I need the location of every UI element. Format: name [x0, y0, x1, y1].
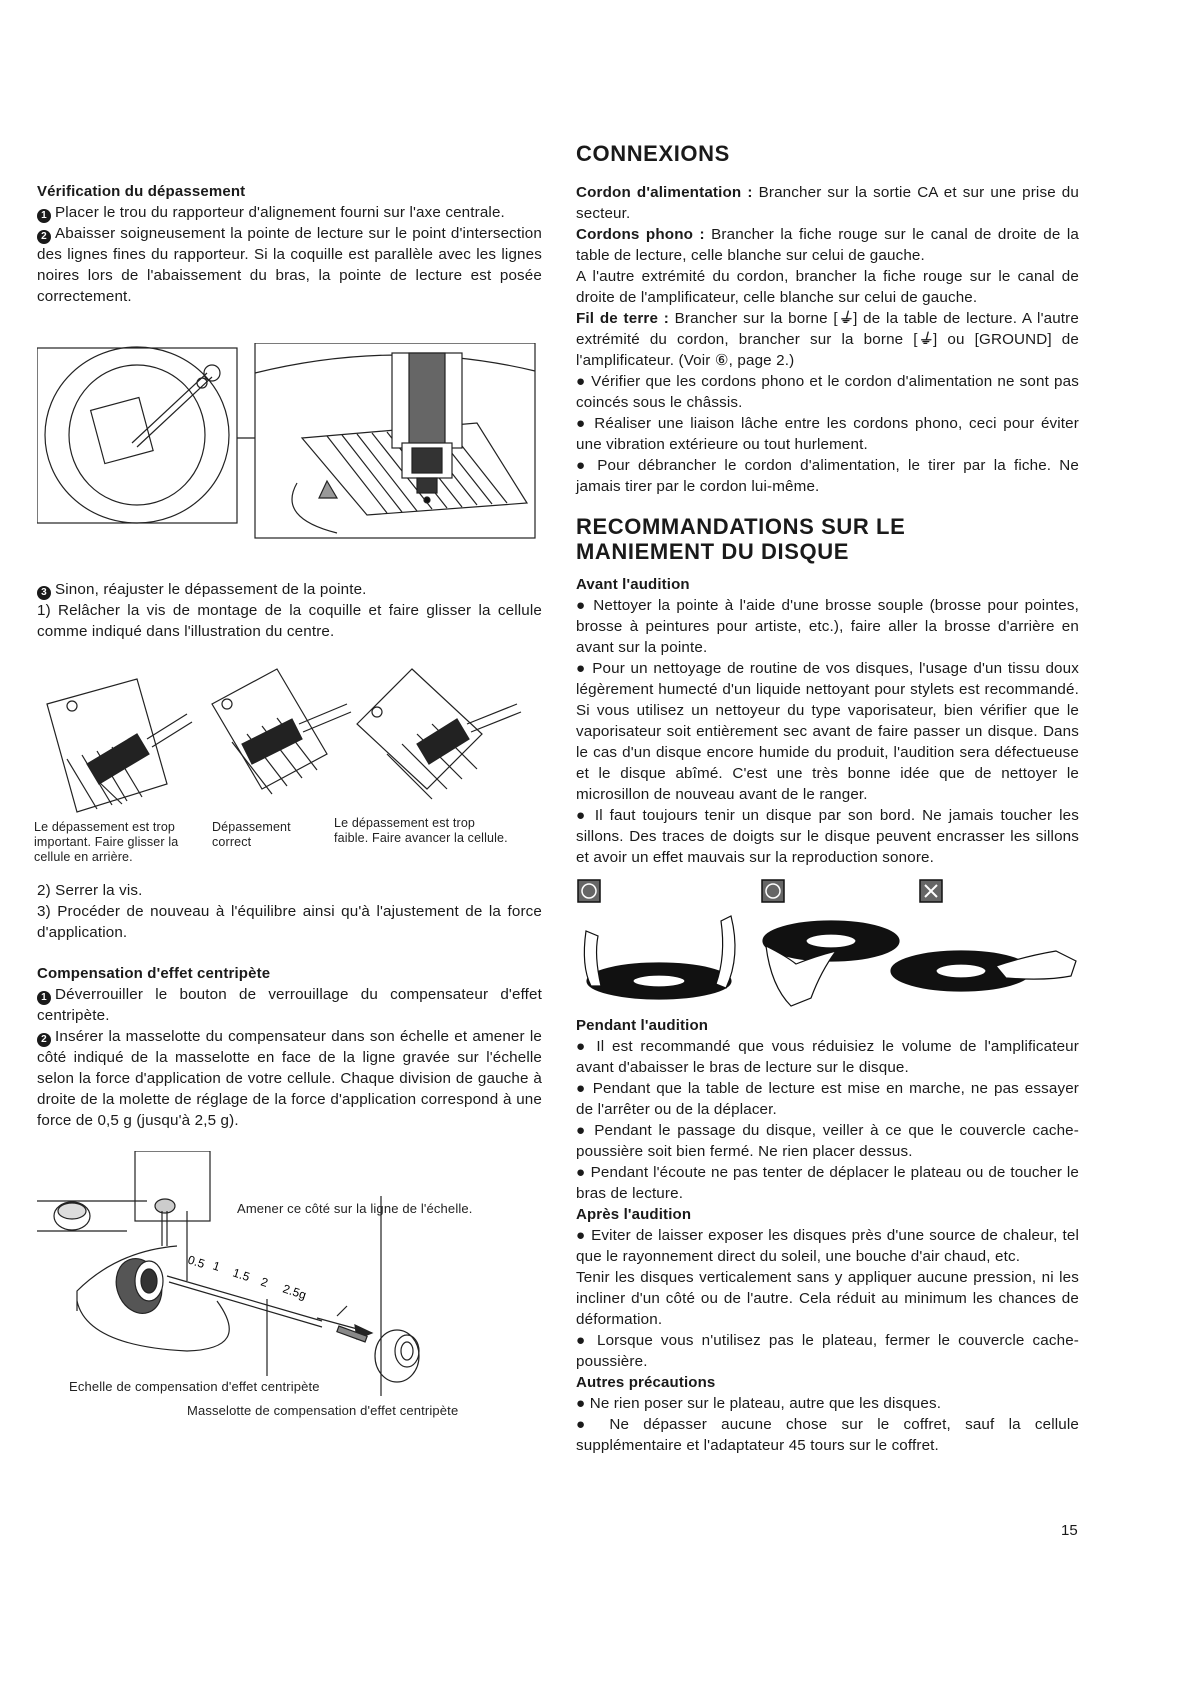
title-connexions: CONNEXIONS: [576, 141, 730, 166]
cartridge-positions-figure: [37, 664, 542, 814]
overhang-step-3-3: 3) Procéder de nouveau à l'équilibre ainsi qu'à l'ajustement de la force d'application.: [37, 903, 542, 941]
step-number-2: 2: [37, 1033, 51, 1047]
compensation-step-2: 2 Insérer la masselotte du compensateur dans son échelle et amener le côté indiqué de la masselotte en face de la ligne gravée sur l'échelle selon la force d'application de votre cellule. Chaque division de gauche à droite de la molette de réglage de la force d'application correspond à une force de 0,5 g (jusqu'à 2,5 g).: [37, 1028, 542, 1129]
overhang-step-3-1: 1) Relâcher la vis de montage de la coquille et faire glisser la cellule comme indiqué dans l'illustration du centre.: [37, 602, 542, 640]
position-correct-drawing: [212, 669, 351, 794]
turntable-overview-drawing: [37, 347, 255, 523]
heading-apres-audition: Après l'audition: [576, 1206, 692, 1223]
overhang-step-3: 3 Sinon, réajuster le dépassement de la pointe.: [37, 579, 542, 600]
ground-symbol-icon: ⏚: [917, 331, 934, 348]
apres-bullet: ● Lorsque vous n'utilisez pas le plateau, fermer le couvercle cache-poussière.: [576, 1332, 1079, 1370]
heading-pendant-audition: Pendant l'audition: [576, 1017, 709, 1034]
record-held-flat-drawing: [763, 921, 899, 1006]
page-number: 15: [1061, 1522, 1078, 1539]
avant-bullet: ● Nettoyer la pointe à l'aide d'une brosse souple (brosse pour pointes, brosse à peintures pour artiste, etc.), faire aller la brosse d'arrière en avant sur la pointe.: [576, 597, 1079, 656]
cordons-phono-paragraph-2: A l'autre extrémité du cordon, brancher la fiche rouge sur le canal de droite de l'amplificateur, celle blanche sur celui de gauche.: [576, 268, 1079, 306]
step-number-3: 3: [37, 586, 51, 600]
record-touched-grooves-drawing: [891, 951, 1076, 991]
step-number-1: 1: [37, 209, 51, 223]
right-column: [576, 141, 1079, 1456]
verification-step-1: 1 Placer le trou du rapporteur d'alignement fourni sur l'axe centrale.: [37, 202, 542, 223]
caption-too-far: Le dépassement est trop important. Faire glisser la cellule en arrière.: [34, 820, 179, 864]
scale-mark-1: 1: [211, 1258, 222, 1274]
position-too-short-drawing: [357, 669, 521, 799]
ground-symbol-icon: ⏚: [837, 310, 854, 327]
compensation-step-1: 1 Déverrouiller le bouton de verrouillage du compensateur d'effet centripète.: [37, 986, 542, 1024]
record-handling-figure: [576, 876, 1079, 1011]
caption-correct: Dépassement correct: [212, 820, 291, 849]
connexions-bullet: ● Pour débrancher le cordon d'alimentation, le tirer par la fiche. Ne jamais tirer par le cordon lui-même.: [576, 457, 1079, 495]
heading-compensation: Compensation d'effet centripète: [37, 965, 271, 982]
caption-too-short: Le dépassement est trop faible. Faire avancer la cellule.: [334, 816, 508, 845]
heading-avant-audition: Avant l'audition: [576, 576, 690, 593]
left-column: [34, 181, 542, 1431]
phono-label: Cordons phono :: [576, 226, 705, 243]
label-align-side: Amener ce côté sur la ligne de l'échelle.: [237, 1201, 473, 1216]
label-compensation-scale: Echelle de compensation d'effet centripète: [69, 1379, 320, 1394]
apres-paragraph: Tenir les disques verticalement sans y appliquer aucune pression, ni les incliner d'un côté ou de l'autre. Cela réduit au minimum les chances de déformation.: [576, 1269, 1079, 1328]
label-compensation-weight: Masselotte de compensation d'effet centripète: [187, 1403, 459, 1418]
headshell-closeup-drawing: [255, 343, 535, 538]
ok-symbol-icon-2: [762, 880, 784, 902]
verification-step-2: 2 Abaisser soigneusement la pointe de lecture sur le point d'intersection des lignes fines du rapporteur. Si la coquille est parallèle avec les lignes noires lors de l'abaissement du bras, la pointe de lecture est posée correctement.: [37, 225, 542, 305]
pendant-bullet: ● Il est recommandé que vous réduisiez le volume de l'amplificateur avant d'abaisser le bras de lecture sur le disque.: [576, 1038, 1079, 1076]
scale-mark-05: 0.5: [186, 1252, 207, 1272]
autres-bullet: ● Ne rien poser sur le plateau, autre que les disques.: [576, 1395, 942, 1412]
pendant-bullet: ● Pendant l'écoute ne pas tenter de déplacer le plateau ou de toucher le bras de lecture.: [576, 1164, 1079, 1202]
step-number-2: 2: [37, 230, 51, 244]
position-too-far-drawing: [47, 679, 192, 812]
anti-skating-figure: [37, 1151, 542, 1431]
protractor-alignment-figure: [37, 343, 542, 543]
ng-symbol-icon: [920, 880, 942, 902]
connexions-bullet: ● Vérifier que les cordons phono et le cordon d'alimentation ne sont pas coincés sous le châssis.: [576, 373, 1079, 411]
overhang-step-3-2: 2) Serrer la vis.: [37, 882, 143, 899]
pendant-bullet: ● Pendant que la table de lecture est mise en marche, ne pas essayer de l'arrêter ou de la déplacer.: [576, 1080, 1080, 1118]
fil-de-terre-paragraph: Fil de terre : Brancher sur la borne [⏚] de la table de lecture. A l'autre extrémité du cordon, brancher sur la borne [⏚] ou [GROUND] de l'amplificateur. (Voir ⑥, page 2.): [576, 310, 1079, 369]
heading-verification: Vérification du dépassement: [37, 183, 246, 200]
avant-bullet: ● Il faut toujours tenir un disque par son bord. Ne jamais toucher les sillons. Des traces de doigts sur le disque peuvent encrasser les sillons et avoir un effet mauvais sur la reproduction sonore.: [576, 807, 1079, 866]
cordons-phono-paragraph: Cordons phono : Brancher la fiche rouge sur le canal de droite de la table de lecture, celle blanche sur celui de gauche.: [576, 226, 1079, 264]
connexions-bullet: ● Réaliser une liaison lâche entre les cordons phono, ceci pour éviter une vibration extérieure ou tout hurlement.: [576, 415, 1079, 453]
heading-autres-precautions: Autres précautions: [576, 1374, 716, 1391]
record-held-by-edge-drawing: [584, 916, 735, 999]
cordon-label: Cordon d'alimentation :: [576, 184, 753, 201]
scale-mark-2: 2: [259, 1274, 270, 1290]
scale-mark-15: 1.5: [231, 1265, 252, 1285]
step-number-1: 1: [37, 991, 51, 1005]
autres-bullet: ● Ne dépasser aucune chose sur le coffret, sauf la cellule supplémentaire et l'adaptateur 45 tours sur le coffret.: [576, 1416, 1079, 1454]
cartridge-captions: [34, 814, 542, 880]
pendant-bullet: ● Pendant le passage du disque, veiller à ce que le couvercle cache-poussière soit bien fermé. Ne rien placer dessus.: [576, 1122, 1079, 1160]
title-recommandations: RECOMMANDATIONS SUR LE MANIEMENT DU DISQUE: [576, 514, 906, 564]
cordon-alimentation-paragraph: Cordon d'alimentation : Brancher sur la sortie CA et sur une prise du secteur.: [576, 184, 1080, 222]
avant-bullet: ● Pour un nettoyage de routine de vos disques, l'usage d'un tissu doux légèrement humecté d'un liquide nettoyant pour stylets est recommandé. Si vous utilisez un nettoyeur du type vaporisateur, bien vérifier que le vaporisateur soit entièrement sec avant de faire passer un disque. Dans le cas d'un disque encore humide du produit, l'audition sera défectueuse et le disque abîmé. C'est une très bonne idée que de nettoyer le microsillon de nouveau avant de le ranger.: [576, 660, 1079, 803]
apres-bullet: ● Eviter de laisser exposer les disques près d'une source de chaleur, tel que le rayonnement direct du soleil, une bouche d'air chaud, etc.: [576, 1227, 1079, 1265]
ok-symbol-icon-1: [578, 880, 600, 902]
terre-label: Fil de terre :: [576, 310, 669, 327]
scale-mark-25: 2.5g: [281, 1281, 309, 1303]
